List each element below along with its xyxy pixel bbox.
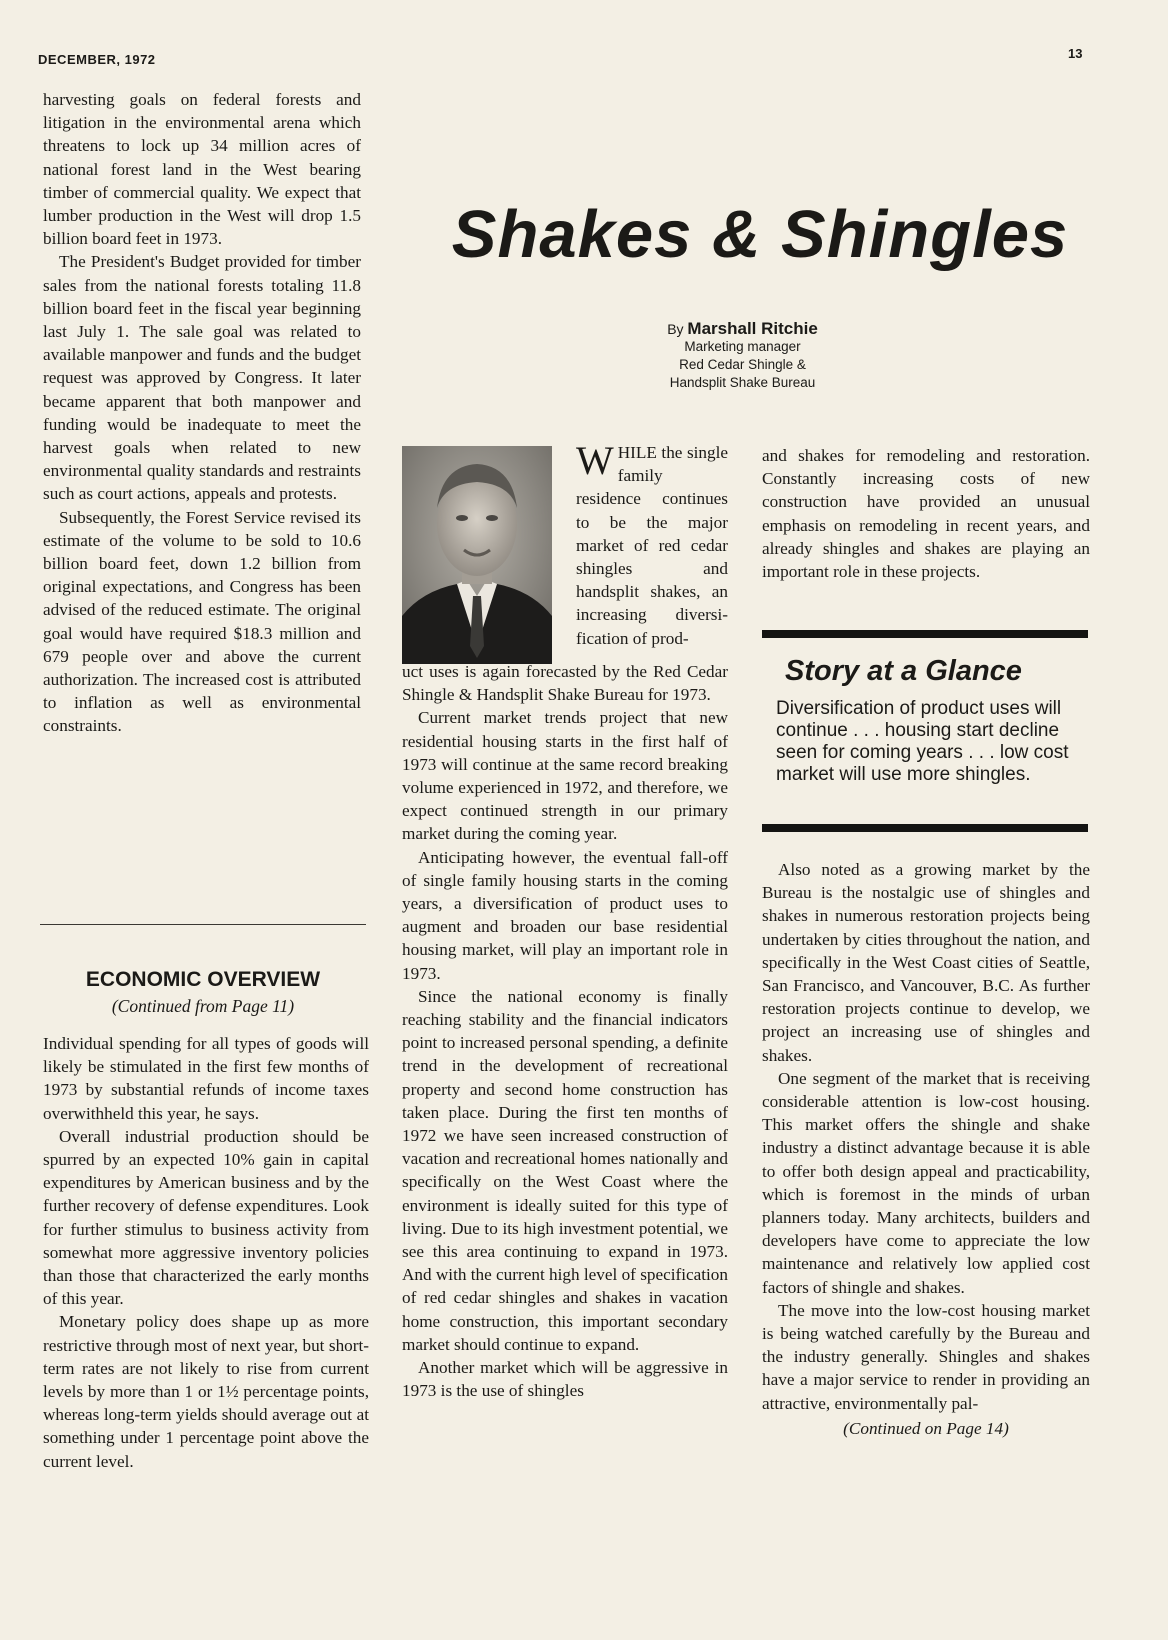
running-head-date: DECEMBER, 1972: [38, 52, 156, 67]
economic-overview-heading: ECONOMIC OVERVIEW: [85, 968, 321, 991]
article-paragraph: Anticipating however, the eventual fall-off of single family housing starts in the coming years, a diversification of product uses to augment and broaden our base residential housing market, will play an important role in 1973.: [402, 847, 728, 983]
left-paragraph: The President's Budget provided for timber sales from the national forests totaling 11.8 billion board feet in the fiscal year beginning last July 1. The sale goal was related to available manpower and funds and the budget request was approved by Congress. It later became apparent that both manpower and funding would be inadequate to meet the harvest goals when related to new environmental quality standards and restraints such as court actions, appeals and protests.: [43, 252, 361, 504]
right-column-top-text: [762, 444, 1090, 583]
author-role: Marketing manager: [684, 339, 801, 354]
byline-by: By: [667, 321, 684, 337]
article-paragraph: Also noted as a growing market by the Bureau is the nostalgic use of shingles and shakes in numerous restoration projects being undertaken by cities throughout the nation, and specifically in the West Coast cities of Seattle, San Francisco, and Vancouver, B.C. As further restoration projects continue to develop, we project an increasing use of shingles and shakes.: [762, 860, 1090, 1065]
economic-paragraph: Monetary policy does shape up as more restrictive through most of next year, but short-term rates are not likely to rise from current levels by more than 1 or 1½ percentage points, whereas long-term yields should average out at something under 1 percentage point above the current level.: [43, 1312, 369, 1471]
article-paragraph: Another market which will be aggressive in 1973 is the use of shingles: [402, 1358, 728, 1401]
economic-overview-subheading: (Continued from Page 11): [111, 996, 295, 1016]
article-paragraph: uct uses is again forecasted by the Red Cedar Shingle & Handsplit Shake Bureau for 1973.: [402, 662, 728, 705]
economic-overview-text: [43, 1032, 369, 1473]
article-paragraph: The move into the low-cost housing market is being watched carefully by the Bureau and the industry generally. Shingles and shakes have a major service to render in providing an attractive, environmentally pal-: [762, 1300, 1090, 1413]
left-paragraph: Subsequently, the Forest Service revised its estimate of the volume to be sold to 10.6 billion board feet, down 1.2 billion from original expectations, and Congress has been advised of the reduced estimate. The original goal would have required $18.3 million and 679 people over and above the current authorization. The increased cost is attributed to inflation as well as environmental constraints.: [43, 507, 361, 736]
article-paragraph: One segment of the market that is receiving considerable attention is low-cost housing. This market offers the shingle and shake industry a distinct advantage because it is able to offer both design appeal and practicability, which is foremost in the minds of urban planners today. Many architects, builders and developers have come to appreciate the low maintenance and relatively low applied cost factors of shingle and shakes.: [762, 1068, 1090, 1297]
article-paragraph: and shakes for remodeling and restoration. Constantly increasing costs of new construction have provided an unusual emphasis on remodeling in recent years, and already shingles and shakes are playing an important role in these projects.: [762, 446, 1090, 582]
middle-column-text: [402, 660, 728, 1403]
right-column-text: [762, 858, 1090, 1440]
lead-text: HILE the single family residence continues to be the major market of red cedar shingles and handsplit shakes, an increasing diversi- fication of prod-: [576, 443, 728, 648]
glance-top-rule: [762, 630, 1088, 638]
author-organization: Handsplit Shake Bureau: [669, 375, 816, 390]
author-photo: [402, 446, 552, 664]
glance-bottom-rule: [762, 824, 1088, 832]
article-title: Shakes & Shingles: [451, 197, 1069, 272]
byline: [600, 320, 885, 392]
portrait-illustration: [402, 446, 552, 664]
section-divider: [40, 924, 366, 925]
page-number: 13: [1068, 46, 1083, 61]
economic-paragraph: Overall industrial production should be spurred by an expected 10% gain in capital expenditures by American business and by the further recovery of defense expenditures. Look for further stimulus to business activity from somewhat more aggressive inventory policies than those that characterized the early months of this year.: [43, 1126, 369, 1309]
article-paragraph: Current market trends project that new residential housing starts in the first half of 1973 will continue at the same record breaking volume experienced in 1972, and therefore, we expect continued strength in our primary market during the coming year.: [402, 708, 728, 844]
continued-notice: (Continued on Page 14): [843, 1418, 1009, 1438]
left-column-text: [43, 88, 361, 738]
glance-heading: Story at a Glance: [785, 655, 1022, 687]
author-organization: Red Cedar Shingle &: [679, 357, 806, 372]
glance-summary: Diversification of product uses will continue . . . housing start decline seen for coming years . . . low cost market will use more shingles.: [776, 698, 1069, 785]
left-paragraph: harvesting goals on federal forests and litigation in the environmental arena which threatens to lock up 34 million acres of national forest land in the West bearing timber of commercial quality. We expect that lumber production in the West will drop 1.5 billion board feet in 1973.: [43, 90, 361, 249]
lead-paragraph: [576, 438, 728, 650]
economic-paragraph: Individual spending for all types of goods will likely be stimulated in the first few months of 1973 by substantial refunds of income taxes overwithheld this year, he says.: [43, 1034, 369, 1123]
author-name: Marshall Ritchie: [687, 319, 818, 338]
drop-cap: W: [576, 438, 614, 483]
article-paragraph: Since the national economy is finally reaching stability and the financial indicators point to increased personal spending, a definite trend in the development of recreational property and second home construction has taken place. During the first ten months of 1972 we have seen increased construction of vacation and recreational homes nationally and specifically on the West Coast where the environment is ideally suited for this type of living. Due to its high investment potential, we see this area continuing to expand in 1973. And with the current high level of specification of red cedar shingles and shakes in vacation home construction, this important secondary market should continue to expand.: [402, 986, 728, 1354]
